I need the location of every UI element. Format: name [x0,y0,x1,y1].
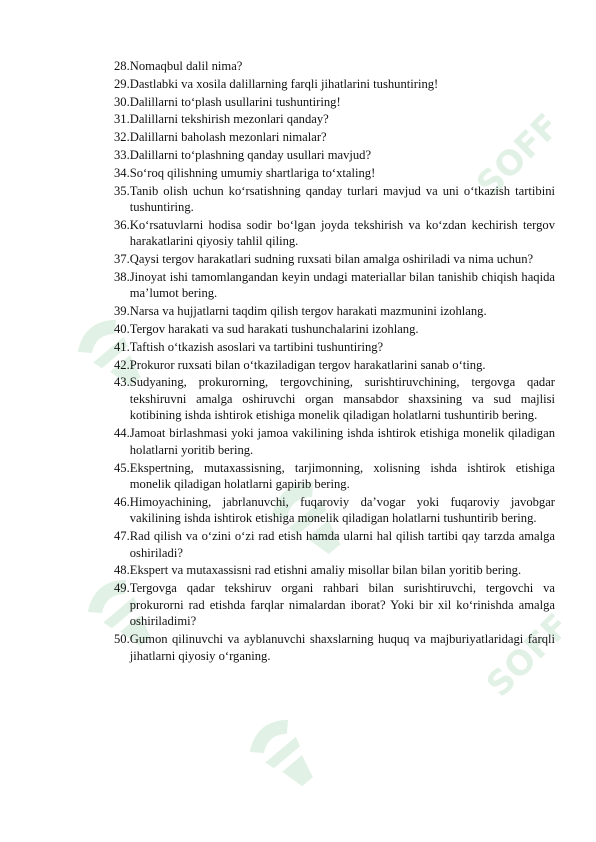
question-item [114,580,555,630]
question-number: 40. [114,322,130,337]
question-item [114,58,555,75]
question-item [114,425,555,458]
question-text: Ko‘rsatuvlarni hodisa sodir bo‘lgan joyda tekshirish va ko‘zdan kechirish tergov harakatlarini qiyosiy tahlil qiling. [129,217,555,249]
question-item [114,129,555,146]
question-item [114,374,555,424]
question-item [114,147,555,164]
question-text: Dalillarni tekshirish mezonlari qanday? [129,112,329,127]
question-number: 31. [114,112,130,127]
question-text: Sudyaning, prokurorning, tergovchining, surishtiruvchining, tergovga qadar tekshiruvni amalga oshiruvchi organ mansabdor shaxsining va sud majlisi kotibining ishda ishtirok etishiga monelik qiladigan holatlarni tushuntirib bering. [129,375,555,423]
question-number: 49. [114,581,130,596]
question-number: 34. [114,165,130,180]
question-number: 33. [114,147,130,162]
question-text: Himoyachining, jabrlanuvchi, fuqaroviy da’vogar yoki fuqaroviy javobgar vakilining ishda ishtirok etishiga monelik qiladigan holatlarni tushuntirib bering. [129,494,555,526]
question-item [114,251,555,268]
svg-text:SOFF: SOFF [478,606,578,706]
question-number: 45. [114,460,130,475]
question-number: 46. [114,494,130,509]
question-text: Gumon qilinuvchi va ayblanuvchi shaxslarning huquq va majburiyatlaridagi farqli jihatlarni qiyosiy o‘rganing. [129,632,555,663]
question-number: 50. [114,632,130,647]
question-item [114,631,555,664]
question-number: 39. [114,304,130,319]
question-text: Ekspert va mutaxassisni rad etishni amaliy misollar bilan bilan yoritib bering. [129,563,522,578]
question-item [114,269,555,302]
question-number: 37. [114,252,130,267]
question-item [114,339,555,356]
question-item [114,111,555,128]
question-item [114,357,555,374]
question-item [114,528,555,561]
question-text: So‘roq qilishning umumiy shartlariga to‘xtaling! [129,165,376,180]
question-text: Jinoyat ishi tamomlangandan keyin undagi materiallar bilan tanishib chiqish haqida ma’lumot bering. [129,269,555,301]
question-number: 43. [114,375,130,390]
svg-text:SOFF: SOFF [468,106,568,206]
question-number: 38. [114,269,130,284]
question-item [114,94,555,111]
question-text: Dalillarni to‘plash usullarini tushuntiring! [129,94,341,109]
question-number: 41. [114,339,130,354]
question-number: 32. [114,130,130,145]
question-text: Tanib olish uchun ko‘rsatishning qanday turlari mavjud va uni o‘tkazish tartibini tushuntiring. [129,183,555,215]
question-number: 35. [114,183,130,198]
question-number: 29. [114,76,130,91]
question-text: Dalillarni baholash mezonlari nimalar? [129,130,327,145]
question-list [114,58,555,665]
question-number: 47. [114,529,130,544]
question-text: Tergovga qadar tekshiruv organi rahbari bilan surishtiruvchi, tergovchi va prokurorni rad etishda farqlar nimalardan iborat? Yoki bir xil ko‘rinishda amalga oshiriladimi? [129,581,555,629]
question-text: Dastlabki va xosila dalillarning farqli jihatlarini tushuntiring! [129,76,439,91]
question-number: 30. [114,94,130,109]
question-item [114,321,555,338]
question-text: Nomaqbul dalil nima? [129,59,243,73]
question-item [114,76,555,93]
question-text: Rad qilish va o‘zini o‘zi rad etish hamda ularni hal qilish tartibi qay tarzda amalga oshiriladi? [129,529,555,560]
question-text: Qaysi tergov harakatlari sudning ruxsati bilan amalga oshiriladi va nima uchun? [129,252,534,267]
question-text: Ekspertning, mutaxassisning, tarjimonning, xolisning ishda ishtirok etishiga monelik qiladigan holatlarni gapirib bering. [129,460,555,492]
question-number: 36. [114,217,130,232]
question-number: 42. [114,357,130,372]
question-number: 48. [114,563,130,578]
question-item [114,303,555,320]
question-item [114,460,555,493]
question-number: 28. [114,59,130,73]
question-item [114,494,555,527]
question-text: Jamoat birlashmasi yoki jamoa vakilining ishda ishtirok etishiga monelik qiladigan holatlarni yoritib bering. [129,426,555,457]
question-item [114,165,555,182]
question-item [114,217,555,250]
question-item [114,183,555,216]
question-item [114,562,555,579]
question-text: Prokuror ruxsati bilan o‘tkaziladigan tergov harakatlarini sanab o‘ting. [129,357,486,372]
question-text: Dalillarni to‘plashning qanday usullari mavjud? [129,147,372,162]
question-text: Tergov harakati va sud harakati tushunchalarini izohlang. [129,322,419,337]
question-text: Narsa va hujjatlarni taqdim qilish tergov harakati mazmunini izohlang. [129,304,487,319]
watermark-logo [230,700,340,810]
question-number: 44. [114,426,130,441]
question-text: Taftish o‘tkazish asoslari va tartibini tushuntiring? [129,339,384,354]
